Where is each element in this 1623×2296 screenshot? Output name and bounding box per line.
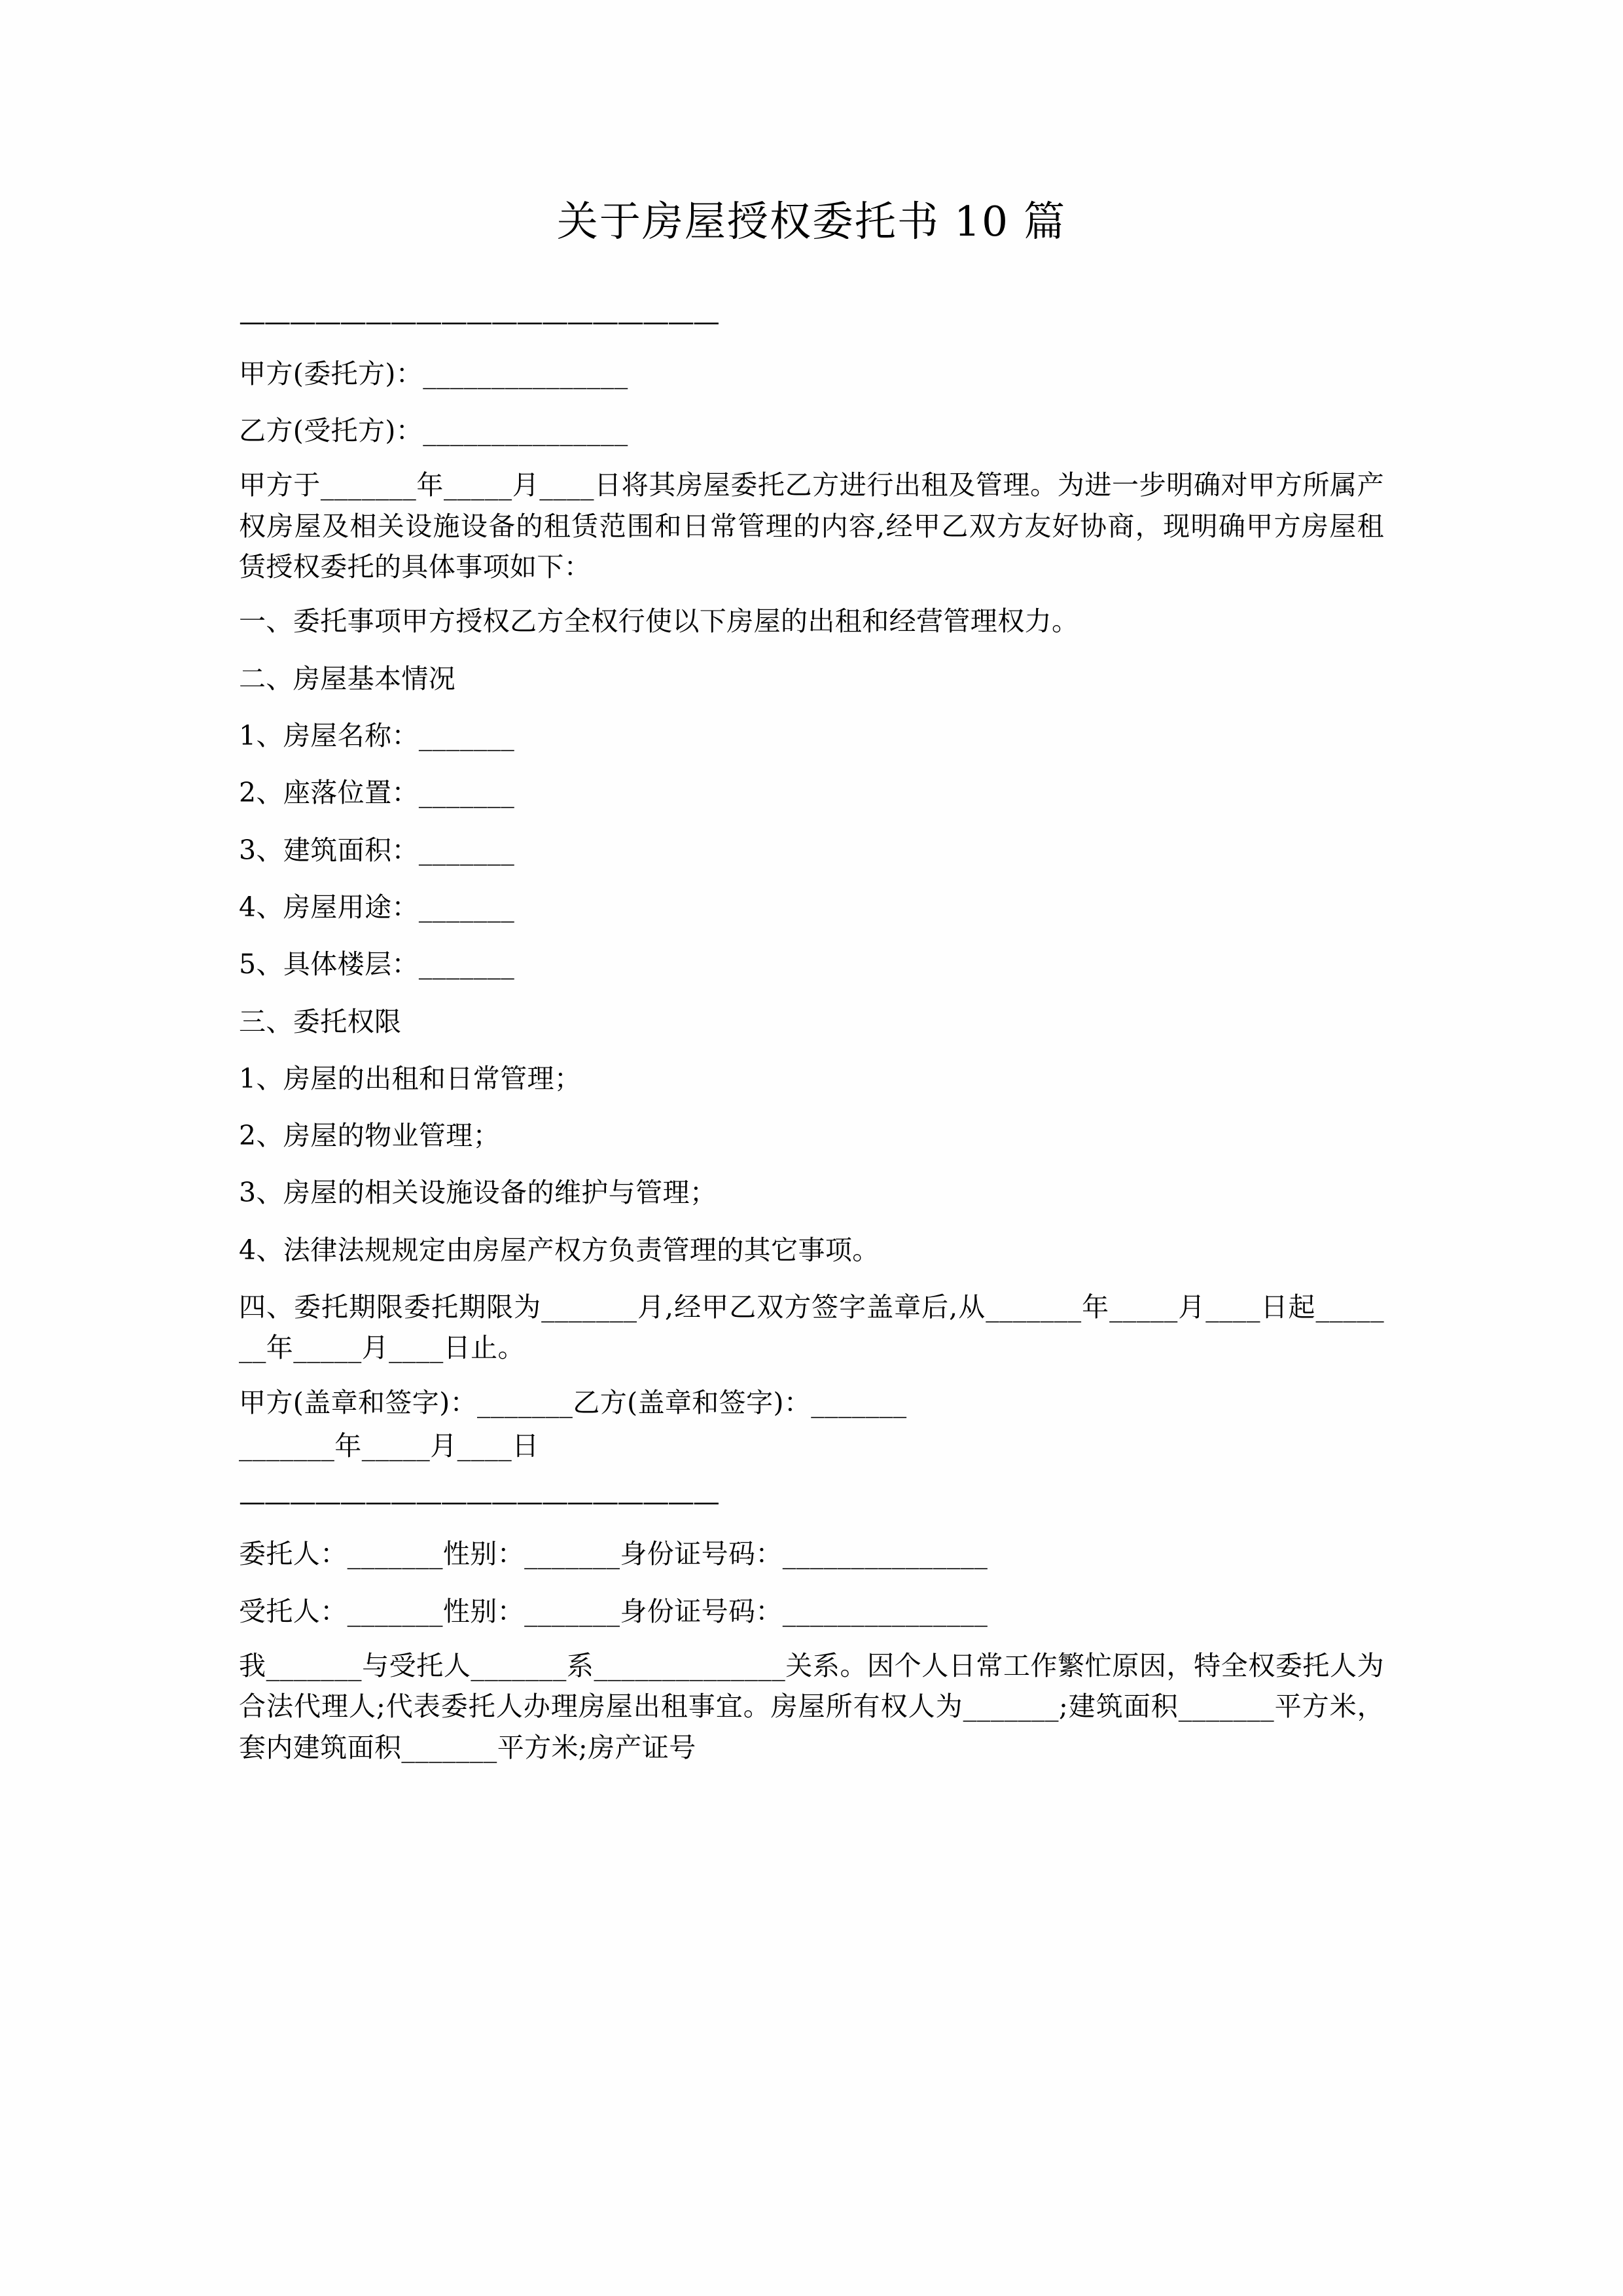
section-two-item-1: 1、房屋名称：_______ xyxy=(239,719,515,751)
divider-bottom: ——————————————————— xyxy=(239,1488,719,1518)
document-content xyxy=(239,0,1384,1768)
party-b-line: 乙方(受托方)：_______________ xyxy=(239,415,628,447)
closing-paragraph: 我_______与受托人_______系______________关系。因个人日常工作繁忙原因，特全权委托人为合法代理人;代表委托人办理房屋出租事宜。房屋所有权人为_______;建筑面积_______平方米，套内建筑面积_______平方米;房产证号 xyxy=(239,1649,1384,1763)
section-four: 四、委托期限委托期限为_______月,经甲乙双方签字盖章后,从_______年_____月____日起_______年_____月____日止。 xyxy=(239,1291,1384,1364)
intro-paragraph: 甲方于_______年_____月____日将其房屋委托乙方进行出租及管理。为进一步明确对甲方所属产权房屋及相关设施设备的租赁范围和日常管理的内容,经甲乙双方友好协商，现明确甲方房屋租赁授权委托的具体事项如下： xyxy=(239,469,1384,583)
section-two-item-4: 4、房屋用途：_______ xyxy=(239,891,515,923)
section-two-item-3: 3、建筑面积：_______ xyxy=(239,834,515,866)
party-a-line: 甲方(委托方)：_______________ xyxy=(239,357,628,389)
section-three-heading: 三、委托权限 xyxy=(239,1005,402,1037)
section-three-item-4: 4、法律法规规定由房屋产权方负责管理的其它事项。 xyxy=(239,1234,880,1266)
section-three-item-2: 2、房屋的物业管理； xyxy=(239,1120,501,1152)
section-two-heading: 二、房屋基本情况 xyxy=(239,662,456,694)
trustee-line: 受托人：_______性别：_______身份证号码：_______________ xyxy=(239,1595,988,1627)
page-title: 关于房屋授权委托书 10 篇 xyxy=(556,198,1067,245)
entruster-line: 委托人：_______性别：_______身份证号码：_______________ xyxy=(239,1538,988,1570)
section-two-item-2: 2、座落位置：_______ xyxy=(239,777,515,809)
section-one: 一、委托事项甲方授权乙方全权行使以下房屋的出租和经营管理权力。 xyxy=(239,605,1079,637)
section-three-item-3: 3、房屋的相关设施设备的维护与管理； xyxy=(239,1177,717,1209)
divider-top: ——————————————————— xyxy=(239,308,719,337)
section-two-item-5: 5、具体楼层：_______ xyxy=(239,948,515,980)
section-three-item-1: 1、房屋的出租和日常管理； xyxy=(239,1062,582,1094)
signature-line: 甲方(盖章和签字)：_______乙方(盖章和签字)：_______ xyxy=(239,1386,907,1418)
signature-date-line: _______年_____月____日 xyxy=(239,1430,539,1462)
